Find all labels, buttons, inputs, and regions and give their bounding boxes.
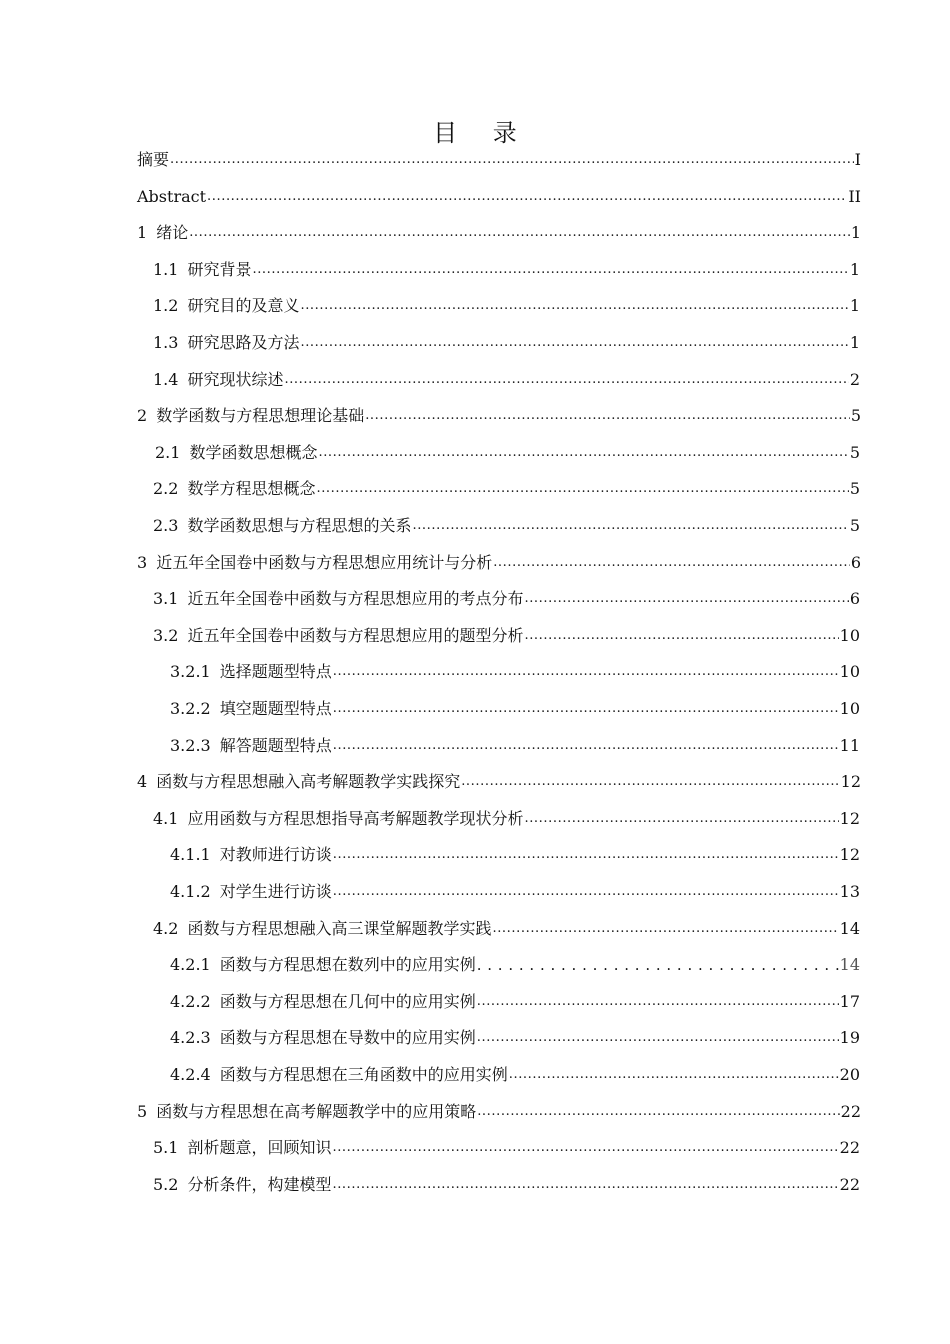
toc-entry-label: 选择题题型特点 (219, 662, 332, 682)
dot-leader (333, 845, 839, 865)
toc-entry-number: 4.1.1 (170, 845, 211, 865)
toc-entry-number: 4.2.3 (170, 1028, 211, 1048)
toc-entry-number: 4.2.2 (170, 991, 211, 1011)
toc-entry[interactable] (153, 1167, 860, 1203)
toc-entry-number: 4 (137, 772, 148, 792)
toc-entry[interactable] (137, 142, 861, 178)
toc-entry-label: 研究思路及方法 (187, 333, 300, 352)
toc-entry-page: 1 (850, 223, 861, 243)
toc-entry-label: 绪论 (156, 223, 189, 243)
toc-entry-page: 14 (839, 955, 860, 975)
dot-leader (493, 553, 850, 573)
toc-entry-page: 5 (849, 516, 860, 535)
dot-leader (207, 187, 847, 207)
toc-entry[interactable] (170, 947, 860, 983)
toc-entry-label: 数学函数思想概念 (189, 442, 318, 462)
toc-entry-page: 20 (839, 1065, 860, 1084)
dot-leader (333, 699, 839, 719)
toc-entry[interactable] (170, 984, 860, 1020)
toc-entry-number: 1 (137, 223, 148, 243)
dot-leader (412, 516, 848, 536)
toc-entry[interactable] (170, 1057, 860, 1093)
toc-entry-page: 22 (839, 1174, 860, 1194)
toc-entry[interactable] (170, 837, 860, 873)
dot-leader (284, 370, 848, 390)
dot-leader (365, 406, 850, 426)
toc-entry[interactable] (170, 691, 860, 727)
toc-entry-label: 填空题题型特点 (219, 699, 332, 718)
toc-entry-label: 对学生进行访谈 (219, 882, 332, 901)
toc-entry-page: 22 (840, 1101, 861, 1121)
toc-entry-number: 4.2 (153, 918, 179, 938)
toc-entry-number: 3.2.2 (170, 699, 211, 718)
toc-entry-label: 函数与方程思想在高考解题教学中的应用策略 (156, 1101, 477, 1121)
toc-entry-page: 12 (839, 845, 860, 865)
dot-leader (316, 479, 848, 499)
toc-entry-number: 2.2 (153, 479, 179, 499)
toc-entry[interactable] (153, 325, 860, 361)
toc-entry-label: 近五年全国卷中函数与方程思想应用统计与分析 (156, 552, 493, 572)
toc-entry-page: 19 (839, 1028, 860, 1048)
toc-entry-page: 22 (839, 1138, 860, 1158)
dot-leader (524, 589, 848, 609)
dot-leader (492, 919, 838, 939)
toc-entry[interactable] (137, 1094, 861, 1130)
toc-entry[interactable] (153, 508, 860, 544)
toc-entry[interactable] (153, 471, 860, 507)
toc-entry[interactable] (153, 618, 860, 654)
toc-entry-page: 12 (839, 808, 860, 828)
toc-entry-number: 3 (137, 552, 148, 572)
dot-leader (252, 260, 848, 280)
toc-entry-label: 数学函数与方程思想理论基础 (156, 406, 365, 426)
toc-entry-page: 1 (849, 333, 860, 352)
toc-entry-number: 1.4 (153, 369, 179, 389)
dot-leader (477, 955, 839, 975)
dot-leader (333, 882, 839, 902)
dot-leader (524, 809, 838, 829)
toc-entry-number: 1.1 (153, 259, 179, 279)
toc-entry-page: I (854, 150, 861, 169)
dot-leader (477, 992, 839, 1012)
toc-entry-number: 2.1 (155, 442, 181, 462)
toc-entry-number: 4.1.2 (170, 882, 211, 901)
toc-entry-page: 6 (849, 589, 860, 609)
toc-entry-number: 2.3 (153, 516, 179, 535)
toc-entry[interactable] (153, 581, 860, 617)
toc-entry-page: 1 (849, 259, 860, 279)
dot-leader (300, 333, 848, 353)
toc-entry-label: 研究现状综述 (187, 369, 284, 389)
toc-entry-label: 函数与方程思想融入高考解题教学实践探究 (156, 772, 461, 792)
toc-entry[interactable] (170, 874, 860, 910)
toc-entry-page: 10 (839, 662, 860, 682)
toc-entry-label: 数学方程思想概念 (187, 479, 316, 499)
toc-entry[interactable] (137, 179, 861, 215)
toc-entry[interactable] (153, 801, 860, 837)
toc-entry-page: 14 (839, 918, 860, 938)
dot-leader (189, 223, 850, 243)
toc-entry[interactable] (137, 764, 861, 800)
toc-entry-label: 函数与方程思想在导数中的应用实例 (219, 1028, 476, 1048)
toc-entry[interactable] (153, 288, 860, 324)
toc-entry-label: 函数与方程思想在三角函数中的应用实例 (219, 1065, 508, 1084)
toc-entry[interactable] (153, 362, 860, 398)
toc-entry-number: 3.1 (153, 589, 179, 609)
toc-entry-page: 10 (839, 625, 860, 645)
toc-entry-page: 1 (849, 296, 860, 316)
dot-leader (300, 296, 848, 316)
toc-entry-number: 3.2.1 (170, 662, 211, 682)
toc-entry-number: 1.2 (153, 296, 179, 316)
toc-entry[interactable] (170, 1020, 860, 1056)
toc-entry-label: 函数与方程思想在几何中的应用实例 (219, 991, 476, 1011)
toc-entry-label: 数学函数思想与方程思想的关系 (187, 516, 412, 535)
dot-leader (509, 1065, 839, 1085)
toc-entry-page: II (848, 186, 861, 206)
toc-entry[interactable] (137, 545, 861, 581)
toc-entry-page: 5 (849, 442, 860, 462)
toc-entry-number: 5.1 (153, 1138, 179, 1158)
toc-entry-page: 17 (839, 991, 860, 1011)
dot-leader (477, 1102, 839, 1122)
toc-entry-label: 近五年全国卷中函数与方程思想应用的题型分析 (187, 625, 524, 645)
toc-entry-page: 2 (849, 369, 860, 389)
toc-entry-page: 12 (840, 772, 861, 792)
toc-entry-label: 分析条件，构建模型 (187, 1174, 332, 1194)
dot-leader (332, 1175, 838, 1195)
toc-entry-label: 研究目的及意义 (187, 296, 300, 316)
toc-entry[interactable] (137, 398, 861, 434)
dot-leader (477, 1028, 839, 1048)
toc-entry-page: 11 (839, 735, 860, 755)
toc-entry[interactable] (170, 728, 860, 764)
toc-entry-number: 2 (137, 406, 148, 426)
toc-entry-label: 解答题题型特点 (219, 735, 332, 755)
toc-entry-number: 3.2.3 (170, 735, 211, 755)
toc-entry-number: 4.2.4 (170, 1065, 211, 1084)
toc-entry-label: 摘要 (137, 150, 170, 169)
dot-leader (332, 1138, 838, 1158)
toc-entry-page: 10 (839, 699, 860, 718)
toc-entry-label: 近五年全国卷中函数与方程思想应用的考点分布 (187, 589, 524, 609)
toc-entry-label: 剖析题意，回顾知识 (187, 1138, 332, 1158)
toc-entry[interactable] (153, 911, 860, 947)
toc-entry-page: 5 (850, 406, 861, 426)
toc-entry-label: Abstract (137, 186, 207, 206)
toc-entry-page: 5 (849, 479, 860, 499)
dot-leader (170, 150, 854, 170)
toc-entry-number: 4.1 (153, 808, 179, 828)
toc-entry-label: 函数与方程思想融入高三课堂解题教学实践 (187, 918, 492, 938)
dot-leader (318, 443, 848, 463)
toc-entry[interactable] (170, 654, 860, 690)
page-title: 目 录 (433, 119, 531, 147)
dot-leader (333, 662, 839, 682)
toc-entry-label: 函数与方程思想在数列中的应用实例 (219, 955, 476, 975)
toc-entry-number: 5 (137, 1101, 148, 1121)
toc-entry-label: 应用函数与方程思想指导高考解题教学现状分析 (187, 808, 524, 828)
toc-entry-page: 6 (850, 552, 861, 572)
toc-entry[interactable] (153, 252, 860, 288)
toc-entry-label: 对教师进行访谈 (219, 845, 332, 865)
toc-entry-number: 5.2 (153, 1174, 179, 1194)
toc-entry-number: 4.2.1 (170, 955, 211, 975)
toc-entry-number: 3.2 (153, 625, 179, 645)
toc-entry[interactable] (137, 215, 861, 251)
toc-entry[interactable] (155, 435, 860, 471)
dot-leader (333, 736, 839, 756)
toc-entry-label: 研究背景 (187, 259, 252, 279)
toc-entry[interactable] (153, 1130, 860, 1166)
toc-entry-page: 13 (839, 882, 860, 901)
dot-leader (461, 772, 839, 792)
dot-leader (524, 626, 838, 646)
toc-entry-number: 1.3 (153, 333, 179, 352)
